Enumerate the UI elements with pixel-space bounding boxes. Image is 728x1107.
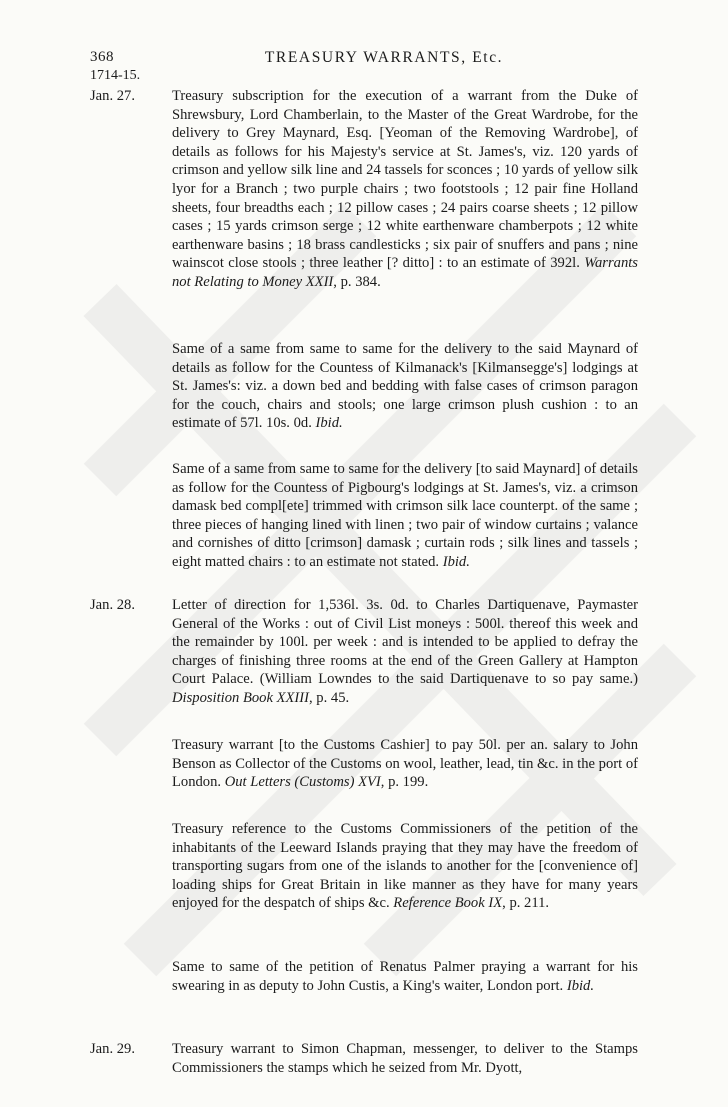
running-title: TREASURY WARRANTS, Etc.	[264, 49, 504, 66]
entry-reference: Ibid.	[315, 415, 343, 432]
entry-text: Same of a same from same to same for the delivery [to said Maynard] of details as follow for the Countess of Pigbourg's lodgings at St. James's, viz. a crimson damask bed compl[ete] trimmed with crimson silk lace counterpt. of the same ; three pieces of hanging lined with linen ; two pair of window curtains ; valance and cornishes of ditto [crimson] damask ; curtain rods ; silk lines and tassels ; eight matted chairs : to an estimate not stated.	[172, 461, 638, 570]
entry-reference: Ibid.	[442, 553, 470, 570]
entry-text: Same of a same from same to same for the delivery to the said Maynard of details as follow for the Countess of Kilmanack's [Kilmansegge's] lodgings at St. James's: viz. a down bed and bedding with false cases of crimson paragon for the couch, chairs and stools; one large crimson plush cushion : to an estimate of 57l. 10s. 0d.	[172, 341, 638, 432]
entry-date: Jan. 28.	[90, 597, 135, 613]
entry-reference-page: , p. 384.	[333, 273, 381, 290]
entry-reference: Disposition Book XXIII	[172, 689, 309, 706]
entry-reference-page: , p. 199.	[380, 774, 429, 791]
entry-text: Treasury subscription for the execution of a warrant from the Duke of Shrewsbury, Lord Chamberlain, to the Master of the Great Wardrobe, for the delivery to Grey Maynard, Esq. [Yeoman of the Removing Wardrobe], of details as follows for his Majesty's service at St. James's, viz. 120 yards of crimson and yellow silk line and 24 tassels for sconces ; 10 yards of yellow silk lyor for a Branch ; two purple chairs ; two footstools ; 12 pair fine Holland sheets, four breadths each ; 12 pillow cases ; 24 pairs coarse sheets ; 12 pillow cases ; 15 yards crimson serge ; 12 white earthenware chamberpots ; 12 white earthenware basins ; 18 brass candlesticks ; six pair of snuffers and pans ; nine wainscot close stools ; three leather [? ditto] : to an estimate of 392l.	[172, 88, 638, 272]
entry-text: Treasury reference to the Customs Commissioners of the petition of the inhabitants of the Leeward Islands praying that they may have the freedom of transporting sugars from one of the islands to another for the [convenience of] loading ships for Great Britain in like manner as they have for many years enjoyed for the despatch of ships &c.	[172, 821, 638, 912]
entry-paragraph	[172, 87, 638, 292]
entry-paragraph	[172, 820, 638, 913]
entry-date: Jan. 29.	[90, 1041, 135, 1057]
entry-date: Jan. 27.	[90, 88, 135, 104]
entry-reference: Ibid.	[566, 977, 594, 994]
entry-reference-page: , p. 45.	[309, 689, 350, 706]
entry-paragraph	[172, 958, 638, 995]
entry-reference: Warrants not Relating to Money XXII	[172, 255, 638, 290]
entry-text: Letter of direction for 1,536l. 3s. 0d. to Charles Dartiquenave, Paymaster General of the Works : out of Civil List moneys : 500l. thereof this week and the remainder by 100l. per week : and is intended to be applied to defray the charges of finishing three rooms at the end of the Green Gallery at Hampton Court Palace. (William Lowndes to the said Dartiquenave to so pay same.)	[172, 597, 638, 688]
entry-paragraph	[172, 596, 638, 708]
page-number: 368	[90, 49, 114, 65]
year-margin-note: 1714-15.	[90, 68, 141, 83]
entry-paragraph	[172, 736, 638, 792]
entry-reference: Out Letters (Customs) XVI	[224, 774, 381, 791]
entry-reference: Reference Book IX	[393, 895, 503, 912]
entry-reference-page: , p. 211.	[502, 895, 550, 912]
entry-paragraph	[172, 460, 638, 572]
entry-paragraph	[172, 1040, 638, 1077]
entry-text: Treasury warrant [to the Customs Cashier] to pay 50l. per an. salary to John Benson as Collector of the Customs on wool, leather, lead, tin &c. in the port of London.	[172, 737, 638, 791]
entry-text: Same to same of the petition of Renatus Palmer praying a warrant for his swearing in as deputy to John Custis, a King's waiter, London port.	[172, 959, 638, 994]
entry-paragraph	[172, 340, 638, 433]
entry-text: Treasury warrant to Simon Chapman, messenger, to deliver to the Stamps Commissioners the stamps which he seized from Mr. Dyott,	[172, 1041, 638, 1076]
